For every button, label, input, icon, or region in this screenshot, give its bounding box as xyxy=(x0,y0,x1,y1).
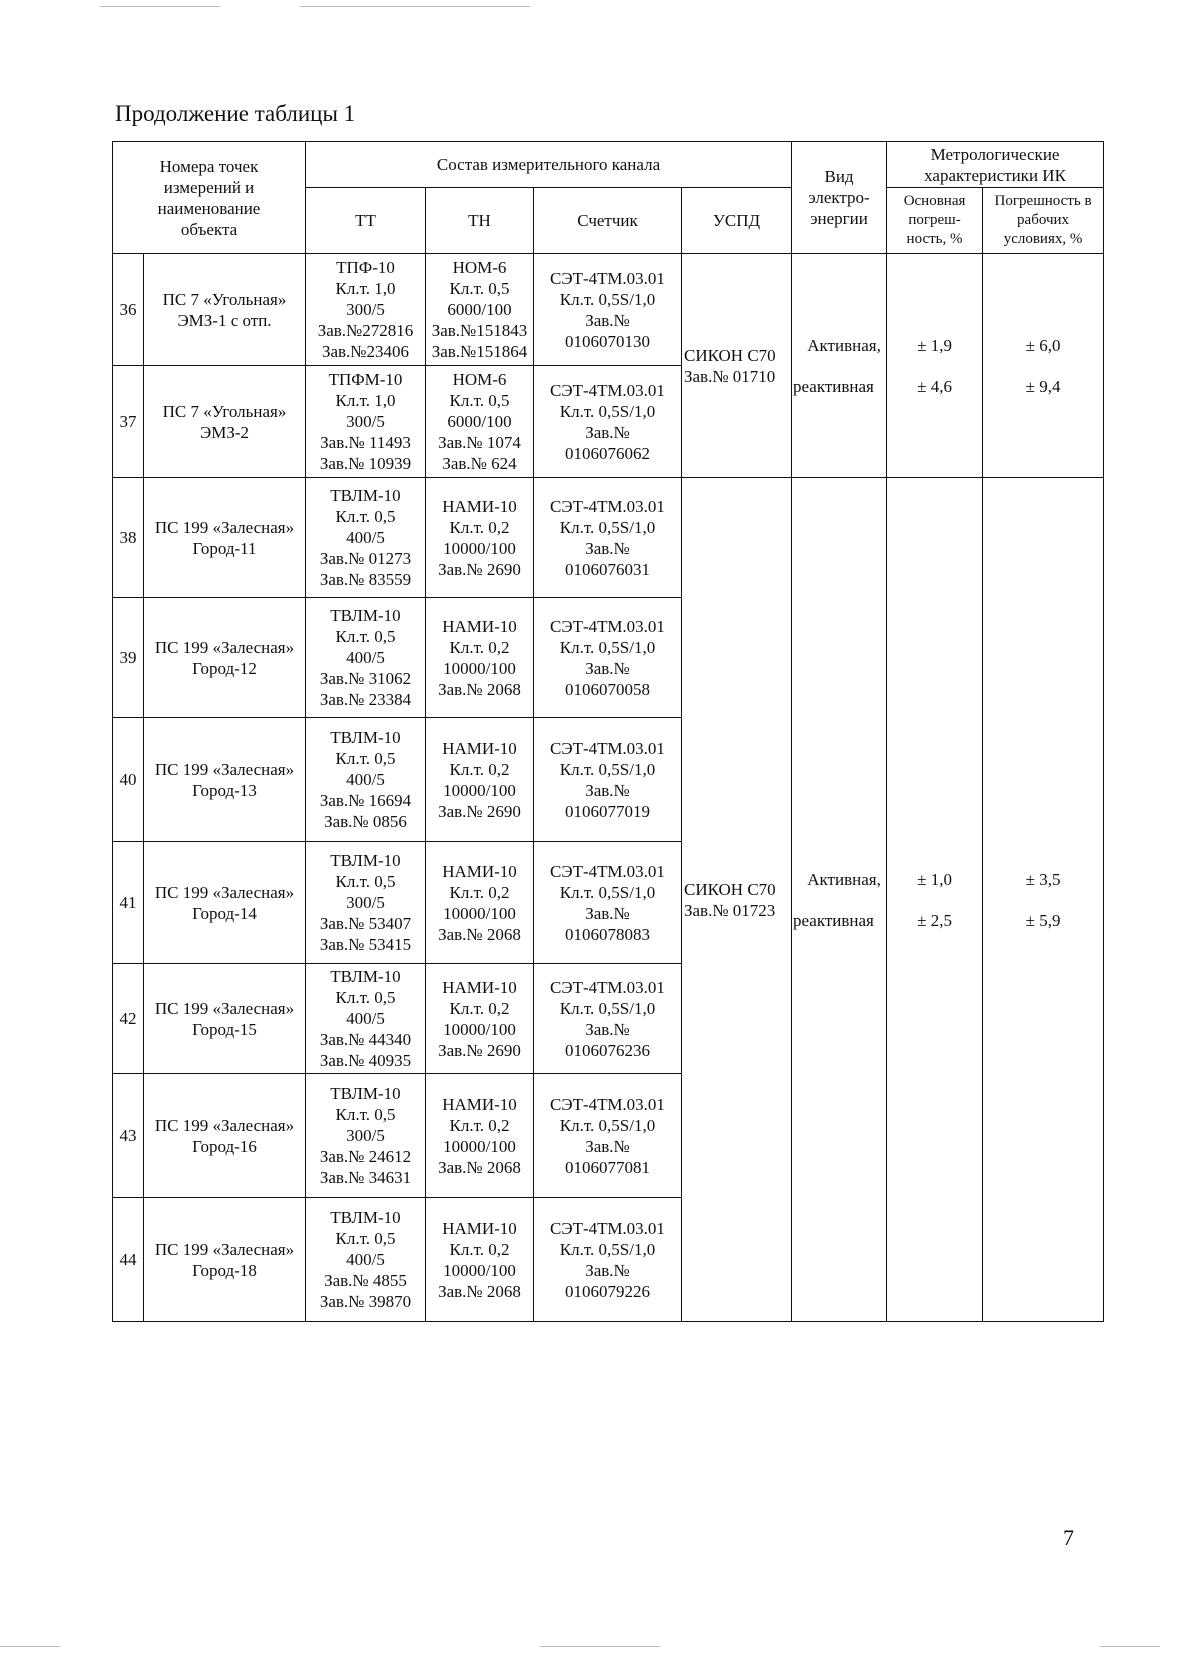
voltage-transformer-line: Кл.т. 0,2 xyxy=(449,759,510,779)
header-points: Номера точек измерений и наименование объекта xyxy=(113,142,306,254)
current-transformer-line: ТПФМ-10 xyxy=(328,370,403,389)
object-name-line: ЭМЗ-1 с отп. xyxy=(177,310,272,330)
meter-line: Кл.т. 0,5S/1,0 xyxy=(559,998,656,1018)
working-error-value: ± 3,5 xyxy=(1025,869,1061,889)
current-transformer-line: ТВЛМ-10 xyxy=(330,967,401,986)
current-transformer-line: Кл.т. 0,5 xyxy=(335,1229,396,1248)
current-transformer-line: Зав.№ 39870 xyxy=(319,1292,412,1311)
voltage-transformer-line: Зав.№ 1074 xyxy=(438,433,521,452)
uspd-line: СИКОН С70 xyxy=(684,879,776,899)
object-name-line: ПС 199 «Залесная» xyxy=(154,517,295,537)
object-name-line: ЭМЗ-2 xyxy=(199,422,250,442)
meter-line: 0106076031 xyxy=(565,559,650,579)
current-transformer-line: Кл.т. 0,5 xyxy=(335,988,396,1007)
meter-line: СЭТ-4ТМ.03.01 xyxy=(550,1094,665,1114)
header-working-error: Погрешность в рабочих условиях, % xyxy=(983,188,1104,254)
uspd-line: Зав.№ 01710 xyxy=(684,366,776,386)
object-name xyxy=(144,1198,306,1322)
current-transformer xyxy=(306,598,426,718)
energy-type xyxy=(792,254,887,478)
current-transformer-line: Зав.№ 01273 xyxy=(319,549,412,568)
scan-artifact xyxy=(540,1646,660,1647)
energy-type-line: Активная, xyxy=(807,869,881,889)
uspd xyxy=(682,478,792,1322)
current-transformer-line: 400/5 xyxy=(346,528,385,547)
voltage-transformer xyxy=(426,718,534,842)
object-name-line: Город-11 xyxy=(192,538,257,558)
working-error xyxy=(983,254,1104,478)
meter xyxy=(534,1198,682,1322)
meter xyxy=(534,366,682,478)
voltage-transformer-line: 6000/100 xyxy=(447,300,512,319)
current-transformer-line: Зав.№ 53407 xyxy=(319,914,412,933)
meter-line: 0106078083 xyxy=(565,924,650,944)
meter-line: 0106070130 xyxy=(565,331,650,351)
header-tt: ТТ xyxy=(306,188,426,254)
voltage-transformer-line: Кл.т. 0,5 xyxy=(449,279,510,298)
current-transformer xyxy=(306,254,426,366)
meter-line: СЭТ-4ТМ.03.01 xyxy=(550,861,665,881)
meter xyxy=(534,254,682,366)
object-name xyxy=(144,478,306,598)
current-transformer-line: 300/5 xyxy=(346,412,385,431)
current-transformer-line: Зав.№ 31062 xyxy=(319,669,412,688)
point-number: 38 xyxy=(113,478,144,598)
current-transformer-line: Кл.т. 0,5 xyxy=(335,1105,396,1124)
voltage-transformer-line: Зав.№ 2068 xyxy=(438,679,521,699)
current-transformer-line: ТВЛМ-10 xyxy=(330,1208,401,1227)
current-transformer-line: Кл.т. 1,0 xyxy=(335,279,396,298)
voltage-transformer-line: 10000/100 xyxy=(443,1019,516,1039)
point-number: 36 xyxy=(113,254,144,366)
header-meter: Счетчик xyxy=(534,188,682,254)
meter-line: 0106070058 xyxy=(565,679,650,699)
point-number: 43 xyxy=(113,1074,144,1198)
voltage-transformer-line: Зав.№ 2690 xyxy=(438,1040,521,1060)
voltage-transformer-line: НАМИ-10 xyxy=(442,616,517,636)
current-transformer-line: Зав.№ 40935 xyxy=(319,1051,412,1070)
energy-type-line: реактивная xyxy=(793,376,874,396)
object-name-line: Город-15 xyxy=(192,1019,257,1039)
object-name-line: Город-14 xyxy=(192,903,257,923)
voltage-transformer-line: 10000/100 xyxy=(443,658,516,678)
voltage-transformer xyxy=(426,964,534,1074)
current-transformer-line: Зав.№ 24612 xyxy=(319,1147,412,1166)
point-number: 44 xyxy=(113,1198,144,1322)
voltage-transformer xyxy=(426,842,534,964)
meter xyxy=(534,842,682,964)
meter xyxy=(534,598,682,718)
meter-line: СЭТ-4ТМ.03.01 xyxy=(550,977,665,997)
current-transformer xyxy=(306,478,426,598)
voltage-transformer-line: НАМИ-10 xyxy=(442,977,517,997)
point-number: 37 xyxy=(113,366,144,478)
header-channel: Состав измерительного канала xyxy=(306,142,792,188)
meter-line: Зав.№ xyxy=(585,538,630,558)
voltage-transformer-line: Зав.№151864 xyxy=(431,342,528,361)
voltage-transformer-line: Кл.т. 0,2 xyxy=(449,637,510,657)
basic-error-value: ± 1,0 xyxy=(917,869,952,889)
header-metrology: Метрологические характеристики ИК xyxy=(887,142,1104,188)
meter-line: Кл.т. 0,5S/1,0 xyxy=(559,1239,656,1259)
meter xyxy=(534,1074,682,1198)
current-transformer-line: ТВЛМ-10 xyxy=(330,851,401,870)
object-name-line: Город-12 xyxy=(192,658,257,678)
meter-line: Зав.№ xyxy=(585,1260,630,1280)
object-name-line: ПС 7 «Угольная» xyxy=(162,289,287,309)
basic-error-value: ± 1,9 xyxy=(917,335,952,355)
voltage-transformer-line: 10000/100 xyxy=(443,1136,516,1156)
meter-line: 0106077019 xyxy=(565,801,650,821)
voltage-transformer xyxy=(426,598,534,718)
voltage-transformer-line: Кл.т. 0,2 xyxy=(449,517,510,537)
meter xyxy=(534,964,682,1074)
object-name-line: ПС 199 «Залесная» xyxy=(154,1115,295,1135)
object-name-line: ПС 199 «Залесная» xyxy=(154,1239,295,1259)
current-transformer-line: Зав.№ 4855 xyxy=(324,1271,407,1290)
meter-line: СЭТ-4ТМ.03.01 xyxy=(550,1218,665,1238)
page-number: 7 xyxy=(1063,1525,1074,1550)
current-transformer xyxy=(306,366,426,478)
meter-line: СЭТ-4ТМ.03.01 xyxy=(550,738,665,758)
voltage-transformer-line: Зав.№ 2690 xyxy=(438,801,521,821)
voltage-transformer xyxy=(426,1198,534,1322)
point-number: 40 xyxy=(113,718,144,842)
energy-type-line: реактивная xyxy=(793,910,874,930)
voltage-transformer xyxy=(426,1074,534,1198)
object-name-line: ПС 199 «Залесная» xyxy=(154,759,295,779)
point-number: 39 xyxy=(113,598,144,718)
current-transformer-line: 400/5 xyxy=(346,770,385,789)
voltage-transformer-line: 6000/100 xyxy=(447,412,512,431)
meter-line: Зав.№ xyxy=(585,422,630,442)
object-name-line: ПС 7 «Угольная» xyxy=(162,401,287,421)
meter-line: Кл.т. 0,5S/1,0 xyxy=(559,637,656,657)
object-name xyxy=(144,964,306,1074)
meter-line: СЭТ-4ТМ.03.01 xyxy=(550,616,665,636)
header-energy-type: Вид электро-энергии xyxy=(792,142,887,254)
header-tn: ТН xyxy=(426,188,534,254)
voltage-transformer-line: Кл.т. 0,5 xyxy=(449,391,510,410)
current-transformer-line: 400/5 xyxy=(346,648,385,667)
object-name-line: ПС 199 «Залесная» xyxy=(154,882,295,902)
meter-line: Кл.т. 0,5S/1,0 xyxy=(559,759,656,779)
meter-line: Кл.т. 0,5S/1,0 xyxy=(559,517,656,537)
voltage-transformer-line: НАМИ-10 xyxy=(442,738,517,758)
voltage-transformer-line: 10000/100 xyxy=(443,903,516,923)
object-name-line: Город-16 xyxy=(192,1136,257,1156)
meter xyxy=(534,478,682,598)
current-transformer-line: Зав.№ 10939 xyxy=(319,454,412,473)
current-transformer-line: Кл.т. 0,5 xyxy=(335,627,396,646)
point-number: 41 xyxy=(113,842,144,964)
voltage-transformer-line: НОМ-6 xyxy=(452,370,507,389)
object-name xyxy=(144,718,306,842)
voltage-transformer-line: Кл.т. 0,2 xyxy=(449,998,510,1018)
object-name xyxy=(144,366,306,478)
voltage-transformer-line: Зав.№151843 xyxy=(431,321,528,340)
object-name xyxy=(144,1074,306,1198)
current-transformer-line: Зав.№ 0856 xyxy=(324,812,407,831)
voltage-transformer xyxy=(426,478,534,598)
voltage-transformer-line: Зав.№ 2068 xyxy=(438,924,521,944)
energy-type-line: Активная, xyxy=(807,335,881,355)
current-transformer-line: ТВЛМ-10 xyxy=(330,486,401,505)
uspd-line: СИКОН С70 xyxy=(684,345,776,365)
current-transformer xyxy=(306,1198,426,1322)
current-transformer-line: Зав.№ 53415 xyxy=(319,935,412,954)
current-transformer-line: Зав.№ 16694 xyxy=(319,791,412,810)
object-name xyxy=(144,254,306,366)
meter-line: Кл.т. 0,5S/1,0 xyxy=(559,882,656,902)
current-transformer-line: 400/5 xyxy=(346,1009,385,1028)
meter-line: Зав.№ xyxy=(585,1136,630,1156)
voltage-transformer-line: Зав.№ 2068 xyxy=(438,1157,521,1177)
voltage-transformer-line: НАМИ-10 xyxy=(442,1218,517,1238)
current-transformer-line: 300/5 xyxy=(346,1126,385,1145)
scan-artifact xyxy=(100,6,220,7)
meter-line: Зав.№ xyxy=(585,1019,630,1039)
voltage-transformer-line: 10000/100 xyxy=(443,1260,516,1280)
current-transformer-line: Зав.№ 23384 xyxy=(319,690,412,709)
voltage-transformer-line: 10000/100 xyxy=(443,538,516,558)
meter-line: Кл.т. 0,5S/1,0 xyxy=(559,1115,656,1135)
current-transformer-line: Кл.т. 1,0 xyxy=(335,391,396,410)
current-transformer-line: ТВЛМ-10 xyxy=(330,606,401,625)
current-transformer-line: 400/5 xyxy=(346,1250,385,1269)
working-error-value: ± 5,9 xyxy=(1025,910,1061,930)
object-name xyxy=(144,598,306,718)
current-transformer-line: Зав.№23406 xyxy=(321,342,410,361)
meter xyxy=(534,718,682,842)
meter-line: СЭТ-4ТМ.03.01 xyxy=(550,496,665,516)
energy-type xyxy=(792,478,887,1322)
basic-error-value: ± 4,6 xyxy=(917,376,952,396)
meter-line: Зав.№ xyxy=(585,310,630,330)
current-transformer xyxy=(306,842,426,964)
current-transformer-line: ТВЛМ-10 xyxy=(330,1084,401,1103)
current-transformer xyxy=(306,718,426,842)
table-row xyxy=(113,254,1104,366)
working-error-value: ± 9,4 xyxy=(1025,376,1061,396)
uspd xyxy=(682,254,792,478)
meter-line: Зав.№ xyxy=(585,903,630,923)
current-transformer-line: ТПФ-10 xyxy=(336,258,395,277)
object-name-line: Город-13 xyxy=(192,780,257,800)
table-body xyxy=(113,254,1104,1322)
voltage-transformer-line: Кл.т. 0,2 xyxy=(449,1115,510,1135)
current-transformer xyxy=(306,1074,426,1198)
meter-line: 0106077081 xyxy=(565,1157,650,1177)
object-name-line: ПС 199 «Залесная» xyxy=(154,998,295,1018)
scan-artifact xyxy=(0,1646,60,1647)
meter-line: 0106076236 xyxy=(565,1040,650,1060)
current-transformer-line: ТВЛМ-10 xyxy=(330,728,401,747)
current-transformer-line: 300/5 xyxy=(346,300,385,319)
current-transformer xyxy=(306,964,426,1074)
current-transformer-line: Зав.№ 34631 xyxy=(319,1168,412,1187)
object-name-line: Город-18 xyxy=(192,1260,257,1280)
header-uspd: УСПД xyxy=(682,188,792,254)
current-transformer-line: Кл.т. 0,5 xyxy=(335,872,396,891)
uspd-line: Зав.№ 01723 xyxy=(684,900,776,920)
meter-line: СЭТ-4ТМ.03.01 xyxy=(550,380,665,400)
meter-line: 0106076062 xyxy=(565,443,650,463)
working-error xyxy=(983,478,1104,1322)
object-name-line: ПС 199 «Залесная» xyxy=(154,637,295,657)
working-error-value: ± 6,0 xyxy=(1025,335,1061,355)
current-transformer-line: Зав.№ 44340 xyxy=(319,1030,412,1049)
scan-artifact xyxy=(1100,1646,1160,1647)
meter-line: СЭТ-4ТМ.03.01 xyxy=(550,268,665,288)
scan-artifact xyxy=(300,6,530,7)
measurement-table xyxy=(112,141,1104,1322)
voltage-transformer-line: Зав.№ 2068 xyxy=(438,1281,521,1301)
current-transformer-line: Зав.№ 11493 xyxy=(320,433,411,452)
current-transformer-line: Зав.№272816 xyxy=(317,321,414,340)
voltage-transformer-line: Зав.№ 2690 xyxy=(438,559,521,579)
basic-error-value: ± 2,5 xyxy=(917,910,952,930)
basic-error xyxy=(887,254,983,478)
voltage-transformer-line: НАМИ-10 xyxy=(442,861,517,881)
voltage-transformer-line: Кл.т. 0,2 xyxy=(449,882,510,902)
voltage-transformer-line: НОМ-6 xyxy=(452,258,507,277)
voltage-transformer-line: Кл.т. 0,2 xyxy=(449,1239,510,1259)
object-name xyxy=(144,842,306,964)
voltage-transformer-line: Зав.№ 624 xyxy=(442,454,517,473)
meter-line: Кл.т. 0,5S/1,0 xyxy=(559,289,656,309)
meter-line: 0106079226 xyxy=(565,1281,650,1301)
meter-line: Зав.№ xyxy=(585,780,630,800)
meter-line: Зав.№ xyxy=(585,658,630,678)
voltage-transformer-line: 10000/100 xyxy=(443,780,516,800)
voltage-transformer-line: НАМИ-10 xyxy=(442,496,517,516)
current-transformer-line: Зав.№ 83559 xyxy=(319,570,412,589)
table-caption: Продолжение таблицы 1 xyxy=(115,101,356,126)
voltage-transformer-line: НАМИ-10 xyxy=(442,1094,517,1114)
point-number: 42 xyxy=(113,964,144,1074)
table-row xyxy=(113,478,1104,598)
header-basic-error: Основная погреш-ность, % xyxy=(887,188,983,254)
current-transformer-line: 300/5 xyxy=(346,893,385,912)
meter-line: Кл.т. 0,5S/1,0 xyxy=(559,401,656,421)
basic-error xyxy=(887,478,983,1322)
voltage-transformer xyxy=(426,366,534,478)
current-transformer-line: Кл.т. 0,5 xyxy=(335,507,396,526)
voltage-transformer xyxy=(426,254,534,366)
current-transformer-line: Кл.т. 0,5 xyxy=(335,749,396,768)
